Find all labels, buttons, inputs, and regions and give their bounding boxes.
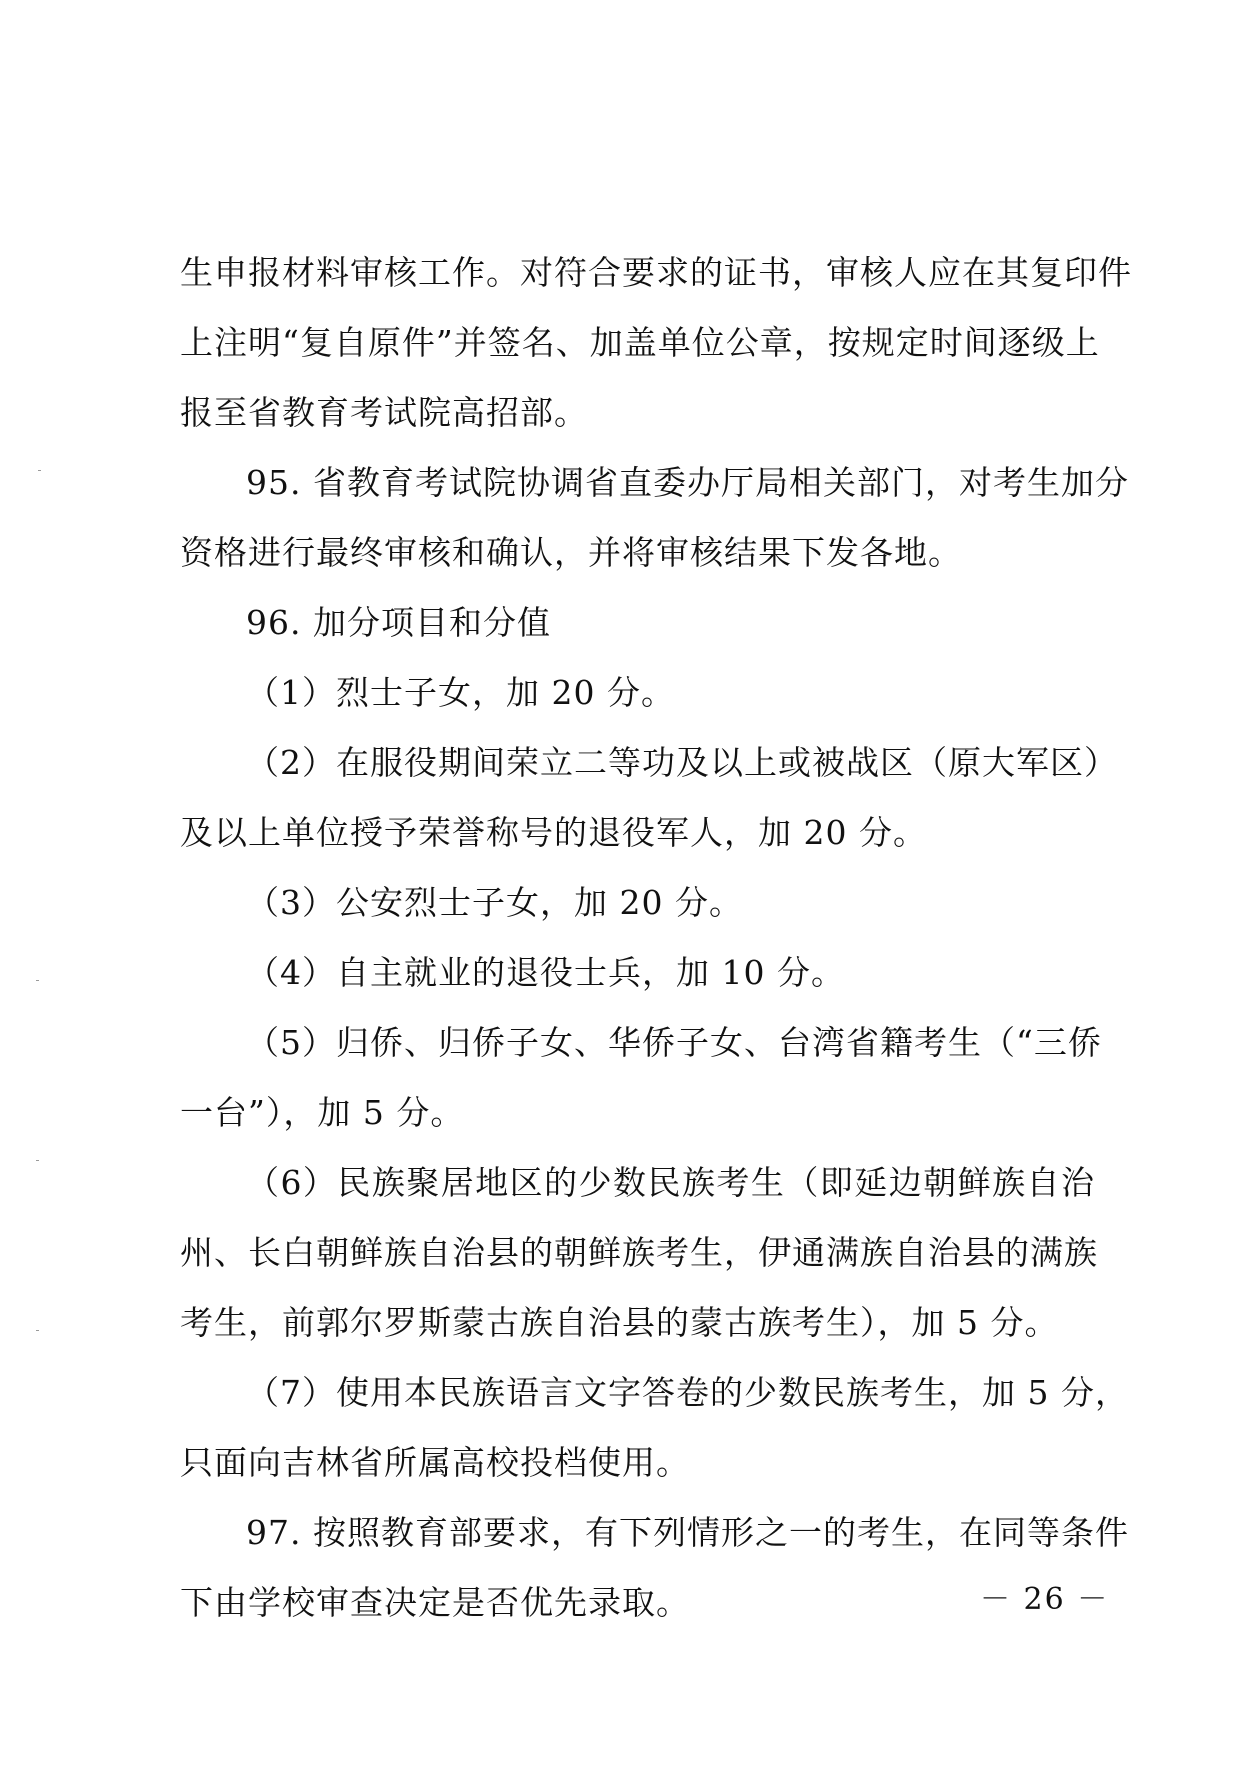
text-line: 只面向吉林省所属高校投档使用。	[180, 1443, 690, 1482]
text-line: 96. 加分项目和分值	[246, 603, 551, 642]
text-line: （3）公安烈士子女，加 20 分。	[246, 883, 743, 922]
text-line: 及以上单位授予荣誉称号的退役军人，加 20 分。	[180, 813, 927, 852]
text-line: 一台”），加 5 分。	[180, 1093, 465, 1132]
scan-margin-mark	[36, 1160, 39, 1161]
text-line: （2）在服役期间荣立二等功及以上或被战区（原大军区）	[246, 743, 1118, 782]
text-line: （7）使用本民族语言文字答卷的少数民族考生，加 5 分，	[246, 1373, 1129, 1412]
text-line: 考生，前郭尔罗斯蒙古族自治县的蒙古族考生），加 5 分。	[180, 1303, 1059, 1342]
scan-margin-mark	[36, 1330, 39, 1331]
text-line: （1）烈士子女，加 20 分。	[246, 673, 675, 712]
text-line: 下由学校审查决定是否优先录取。	[180, 1583, 690, 1622]
text-line: 97. 按照教育部要求，有下列情形之一的考生，在同等条件	[246, 1513, 1129, 1552]
text-line: 州、长白朝鲜族自治县的朝鲜族考生，伊通满族自治县的满族	[180, 1233, 1098, 1272]
text-line: （5）归侨、归侨子女、华侨子女、台湾省籍考生（“三侨	[246, 1023, 1102, 1062]
page-number: － 26 －	[980, 1582, 1110, 1617]
text-line: 资格进行最终审核和确认，并将审核结果下发各地。	[180, 533, 962, 572]
text-line: 上注明“复自原件”并签名、加盖单位公章，按规定时间逐级上	[180, 323, 1100, 362]
text-line: （6）民族聚居地区的少数民族考生（即延边朝鲜族自治	[246, 1163, 1095, 1202]
scan-margin-mark	[36, 980, 39, 981]
text-line: 报至省教育考试院高招部。	[180, 393, 588, 432]
document-body	[180, 238, 1132, 1638]
scan-margin-mark	[38, 470, 41, 471]
text-line: 生申报材料审核工作。对符合要求的证书，审核人应在其复印件	[180, 253, 1132, 292]
text-line: （4）自主就业的退役士兵，加 10 分。	[246, 953, 845, 992]
text-line: 95. 省教育考试院协调省直委办厅局相关部门，对考生加分	[246, 463, 1129, 502]
